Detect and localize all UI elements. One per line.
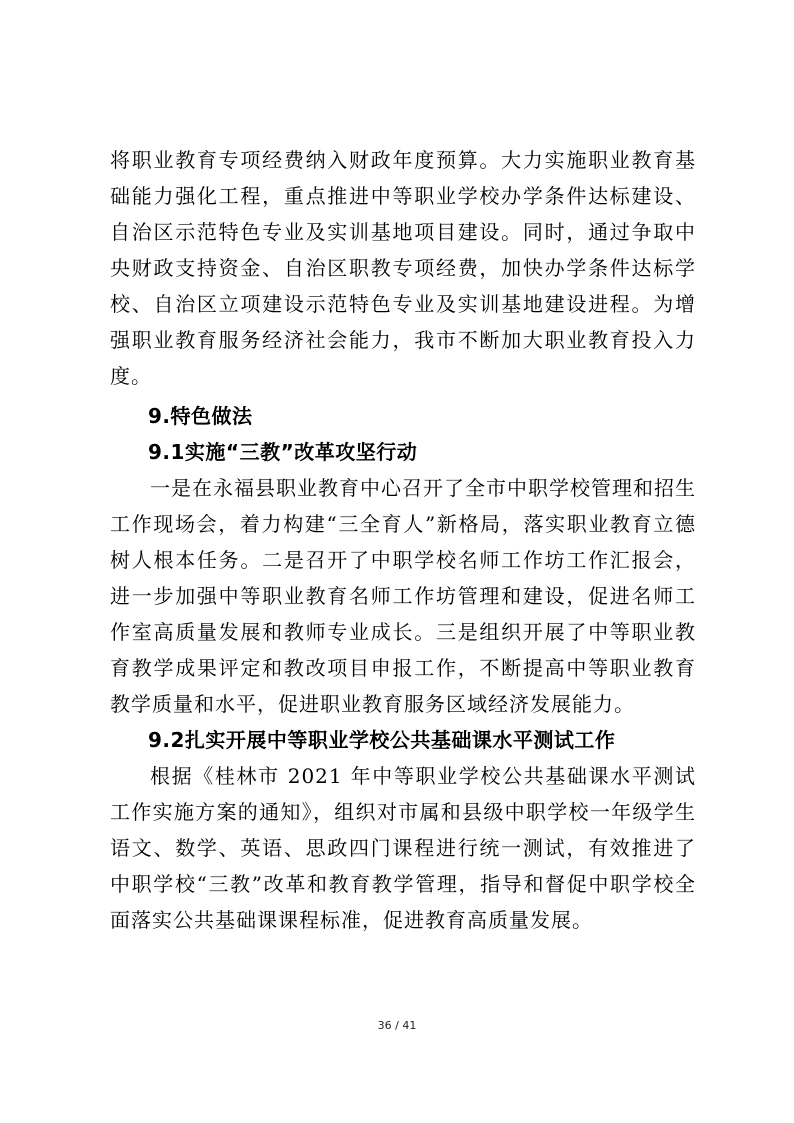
paragraph-testing: 根据《桂林市 2021 年中等职业学校公共基础课水平测试工作实施方案的通知》，组织对市属和县级中职学校一年级学生语文、数学、英语、思政四门课程进行统一测试，有效推进了中职学校“三教”改革和教育教学管理，指导和督促中职学校全面落实公共基础课课程标准，促进教育高质量发展。 [110,764,696,932]
page-number: 36 / 41 [377,1019,417,1032]
section-heading-9: 9.特色做法 [148,404,253,428]
page-content [110,142,696,938]
section-heading-9-1: 9.1实施“三教”改革攻坚行动 [148,440,418,464]
section-heading-9-2: 9.2扎实开展中等职业学校公共基础课水平测试工作 [148,728,616,752]
paragraph-reform: 一是在永福县职业教育中心召开了全市中职学校管理和招生工作现场会，着力构建“三全育人”新格局，落实职业教育立德树人根本任务。二是召开了中职学校名师工作坊工作汇报会，进一步加强中等职业教育名师工作坊管理和建设，促进名师工作室高质量发展和教师专业成长。三是组织开展了中等职业教育教学成果评定和教改项目申报工作，不断提高中等职业教育教学质量和水平，促进职业教育服务区域经济发展能力。 [110,476,696,716]
paragraph-budget: 将职业教育专项经费纳入财政年度预算。大力实施职业教育基础能力强化工程，重点推进中等职业学校办学条件达标建设、自治区示范特色专业及实训基地项目建设。同时，通过争取中央财政支持资金、自治区职教专项经费，加快办学条件达标学校、自治区立项建设示范特色专业及实训基地建设进程。为增强职业教育服务经济社会能力，我市不断加大职业教育投入力度。 [110,148,696,388]
